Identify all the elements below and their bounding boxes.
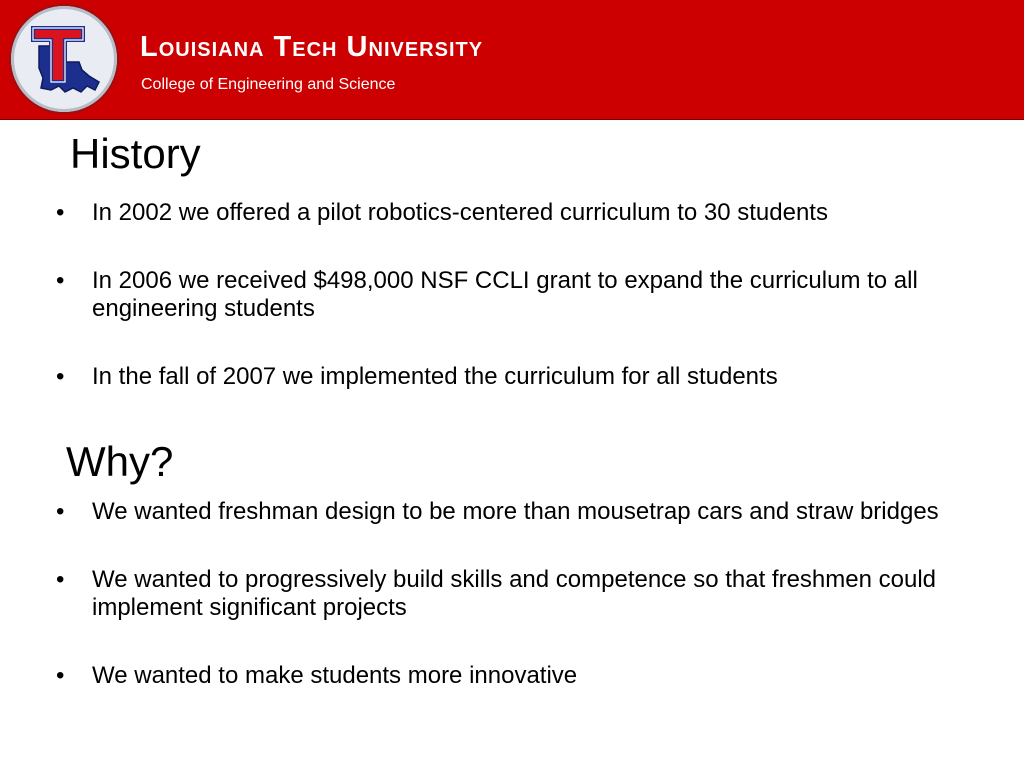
bullet-icon: • — [56, 363, 65, 390]
bullet-text: In 2006 we received $498,000 NSF CCLI grant to expand the curriculum to all engineering students — [92, 267, 918, 322]
college-subtitle: College of Engineering and Science — [141, 76, 396, 93]
university-title: Louisiana Tech University — [140, 31, 484, 63]
bullet-icon: • — [56, 199, 65, 226]
bullet-icon: • — [56, 498, 65, 525]
list-item — [0, 363, 1024, 391]
list-item — [0, 662, 1024, 690]
list-item — [0, 199, 1024, 227]
bullet-text: We wanted to make students more innovative — [92, 662, 578, 689]
bullet-text: In the fall of 2007 we implemented the curriculum for all students — [92, 363, 778, 390]
list-item — [0, 267, 1024, 323]
history-heading: History — [70, 130, 201, 177]
bullet-icon: • — [56, 662, 65, 689]
list-item — [0, 566, 1024, 622]
list-item — [0, 498, 1024, 526]
header-banner — [0, 0, 1024, 120]
why-heading: Why? — [66, 438, 174, 485]
louisiana-tech-logo-icon — [11, 6, 117, 112]
bullet-text: We wanted to progressively build skills and competence so that freshmen could implement significant projects — [92, 566, 936, 621]
bullet-text: We wanted freshman design to be more than mousetrap cars and straw bridges — [92, 498, 939, 525]
bullet-icon: • — [56, 566, 65, 593]
why-bullet-list — [0, 498, 1024, 690]
bullet-text: In 2002 we offered a pilot robotics-centered curriculum to 30 students — [92, 199, 828, 226]
history-bullet-list — [0, 199, 1024, 391]
bullet-icon: • — [56, 267, 65, 294]
